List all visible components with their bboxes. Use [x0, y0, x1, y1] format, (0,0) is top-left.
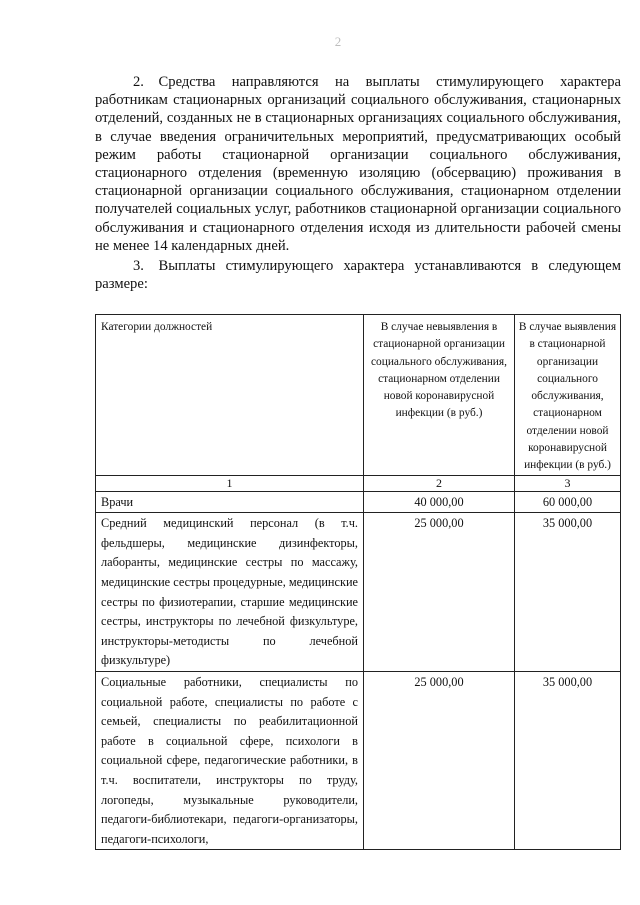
table-row	[96, 491, 621, 513]
row-not-detected-amount: 25 000,00	[364, 513, 515, 672]
row-detected-amount: 35 000,00	[515, 672, 621, 850]
row-category: Социальные работники, специалисты по социальной работе, специалисты по работе с семьей, специалисты по реабилитационной работе в социальной сфере, психологи в социальной сфере, педагогические работники, в т.ч. воспитатели, инструкторы по труду, логопеды, музыкальные руководители, педагоги-библиотекари, педагоги-организаторы, педагоги-психологи,	[96, 672, 364, 850]
header-not-detected: В случае невыявления в стационарной организации социального обслуживания, стационарном отделении новой коронавирусной инфекции (в руб.)	[364, 315, 515, 476]
table-row	[96, 672, 621, 850]
column-number: 2	[364, 475, 515, 491]
table-row	[96, 513, 621, 672]
row-detected-amount: 60 000,00	[515, 491, 621, 513]
column-number: 3	[515, 475, 621, 491]
row-not-detected-amount: 25 000,00	[364, 672, 515, 850]
paragraph-3: 3. Выплаты стимулирующего характера устанавливаются в следующем размере:	[95, 258, 621, 293]
row-category: Средний медицинский персонал (в т.ч. фельдшеры, медицинские дизинфекторы, лаборанты, медицинские сестры по массажу, медицинские сестры процедурные, медицинские сестры по физиотерапии, старшие медицинские сестры, инструкторы по лечебной физкультуре, инструкторы-методисты по лечебной физкультуре)	[96, 513, 364, 672]
column-number-row	[96, 475, 621, 491]
row-not-detected-amount: 40 000,00	[364, 491, 515, 513]
payment-table	[95, 314, 621, 850]
page-number: 2	[334, 34, 342, 49]
table-header-row	[96, 315, 621, 476]
column-number: 1	[96, 475, 364, 491]
paragraph-2: 2. Средства направляются на выплаты стимулирующего характера работникам стационарных организаций социального обслуживания, стационарных отделений, созданных не в стационарных организациях социального обслуживания, в случае введения ограничительных мероприятий, предусматривающих особый режим работы стационарной организации социального обслуживания, стационарного отделения (временную изоляцию (обсервацию) проживания в стационарной организации социального обслуживания, стационарном отделении получателей социальных услуг, работников стационарной организации социального обслуживания и стационарного отделения исходя из длительности рабочей смены не менее 14 календарных дней.	[95, 74, 621, 254]
row-category: Врачи	[96, 491, 364, 513]
body-text	[95, 73, 621, 293]
header-detected: В случае выявления в стационарной организации социального обслуживания, стационарном отделении новой коронавирусной инфекции (в руб.)	[515, 315, 621, 476]
header-category: Категории должностей	[96, 315, 364, 476]
row-detected-amount: 35 000,00	[515, 513, 621, 672]
